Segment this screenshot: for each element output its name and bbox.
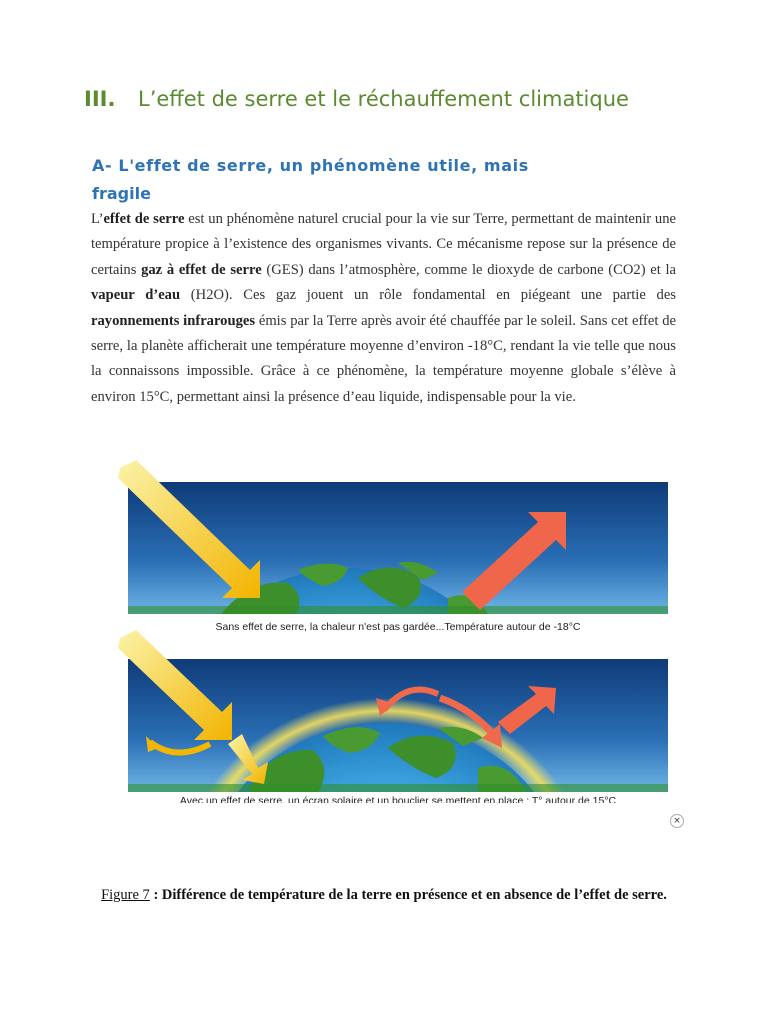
text-run: L’: [91, 211, 104, 227]
text-run: (H2O). Ces gaz jouent un rôle fondamental en piégeant une partie des: [180, 287, 676, 304]
figure-label: Figure 7: [101, 887, 150, 903]
section-number: III.: [84, 87, 116, 111]
top-panel-caption: Sans effet de serre, la chaleur n'est pas gardée...Température autour de -18°C: [215, 621, 581, 633]
panel-with-greenhouse: [118, 630, 668, 803]
greenhouse-illustration: [118, 458, 670, 803]
section-title: L’effet de serre et le réchauffement climatique: [138, 87, 629, 111]
text-run: émis par la Terre après avoir été chauffée par le soleil. Sans cet effet de serre, la planète afficherait une température moyenne d’environ -18°C, rendant la vie telle que nous la connaissons impossible. Grâce à ce phénomène, la température moyenne globale s’élève à environ 15°C, permettant ainsi la présence d’eau liquide, indispensable pour la vie.: [91, 312, 677, 405]
bold-term: vapeur d’eau: [91, 287, 181, 304]
figure-caption-text: : Différence de température de la terre en présence et en absence de l’effet de serre.: [149, 887, 667, 903]
greenhouse-figure: [118, 458, 670, 803]
figure-caption: [92, 882, 676, 908]
subsection-title-line2: fragile: [92, 184, 151, 203]
body-paragraph: [91, 207, 676, 410]
bold-term: rayonnements infrarouges: [91, 312, 256, 329]
text-run: est un phénomène naturel crucial pour la vie sur Terre, permettant de maintenir une température propice à l’existence des organismes vivants. Ce mécanisme repose sur la présence de certains: [91, 211, 676, 278]
close-icon[interactable]: ×: [670, 814, 684, 828]
bold-term: effet de serre: [103, 211, 185, 227]
text-run: (GES) dans l’atmosphère, comme le dioxyde de carbone (CO2) et la: [261, 261, 676, 278]
subsection-title-line1: A- L'effet de serre, un phénomène utile, mais: [92, 156, 529, 175]
subsection-heading: [92, 152, 676, 208]
bold-term: gaz à effet de serre: [141, 261, 262, 278]
bottom-panel-caption: Avec un effet de serre, un écran solaire et un bouclier se mettent en place : T° autour de 15°C: [179, 795, 617, 803]
